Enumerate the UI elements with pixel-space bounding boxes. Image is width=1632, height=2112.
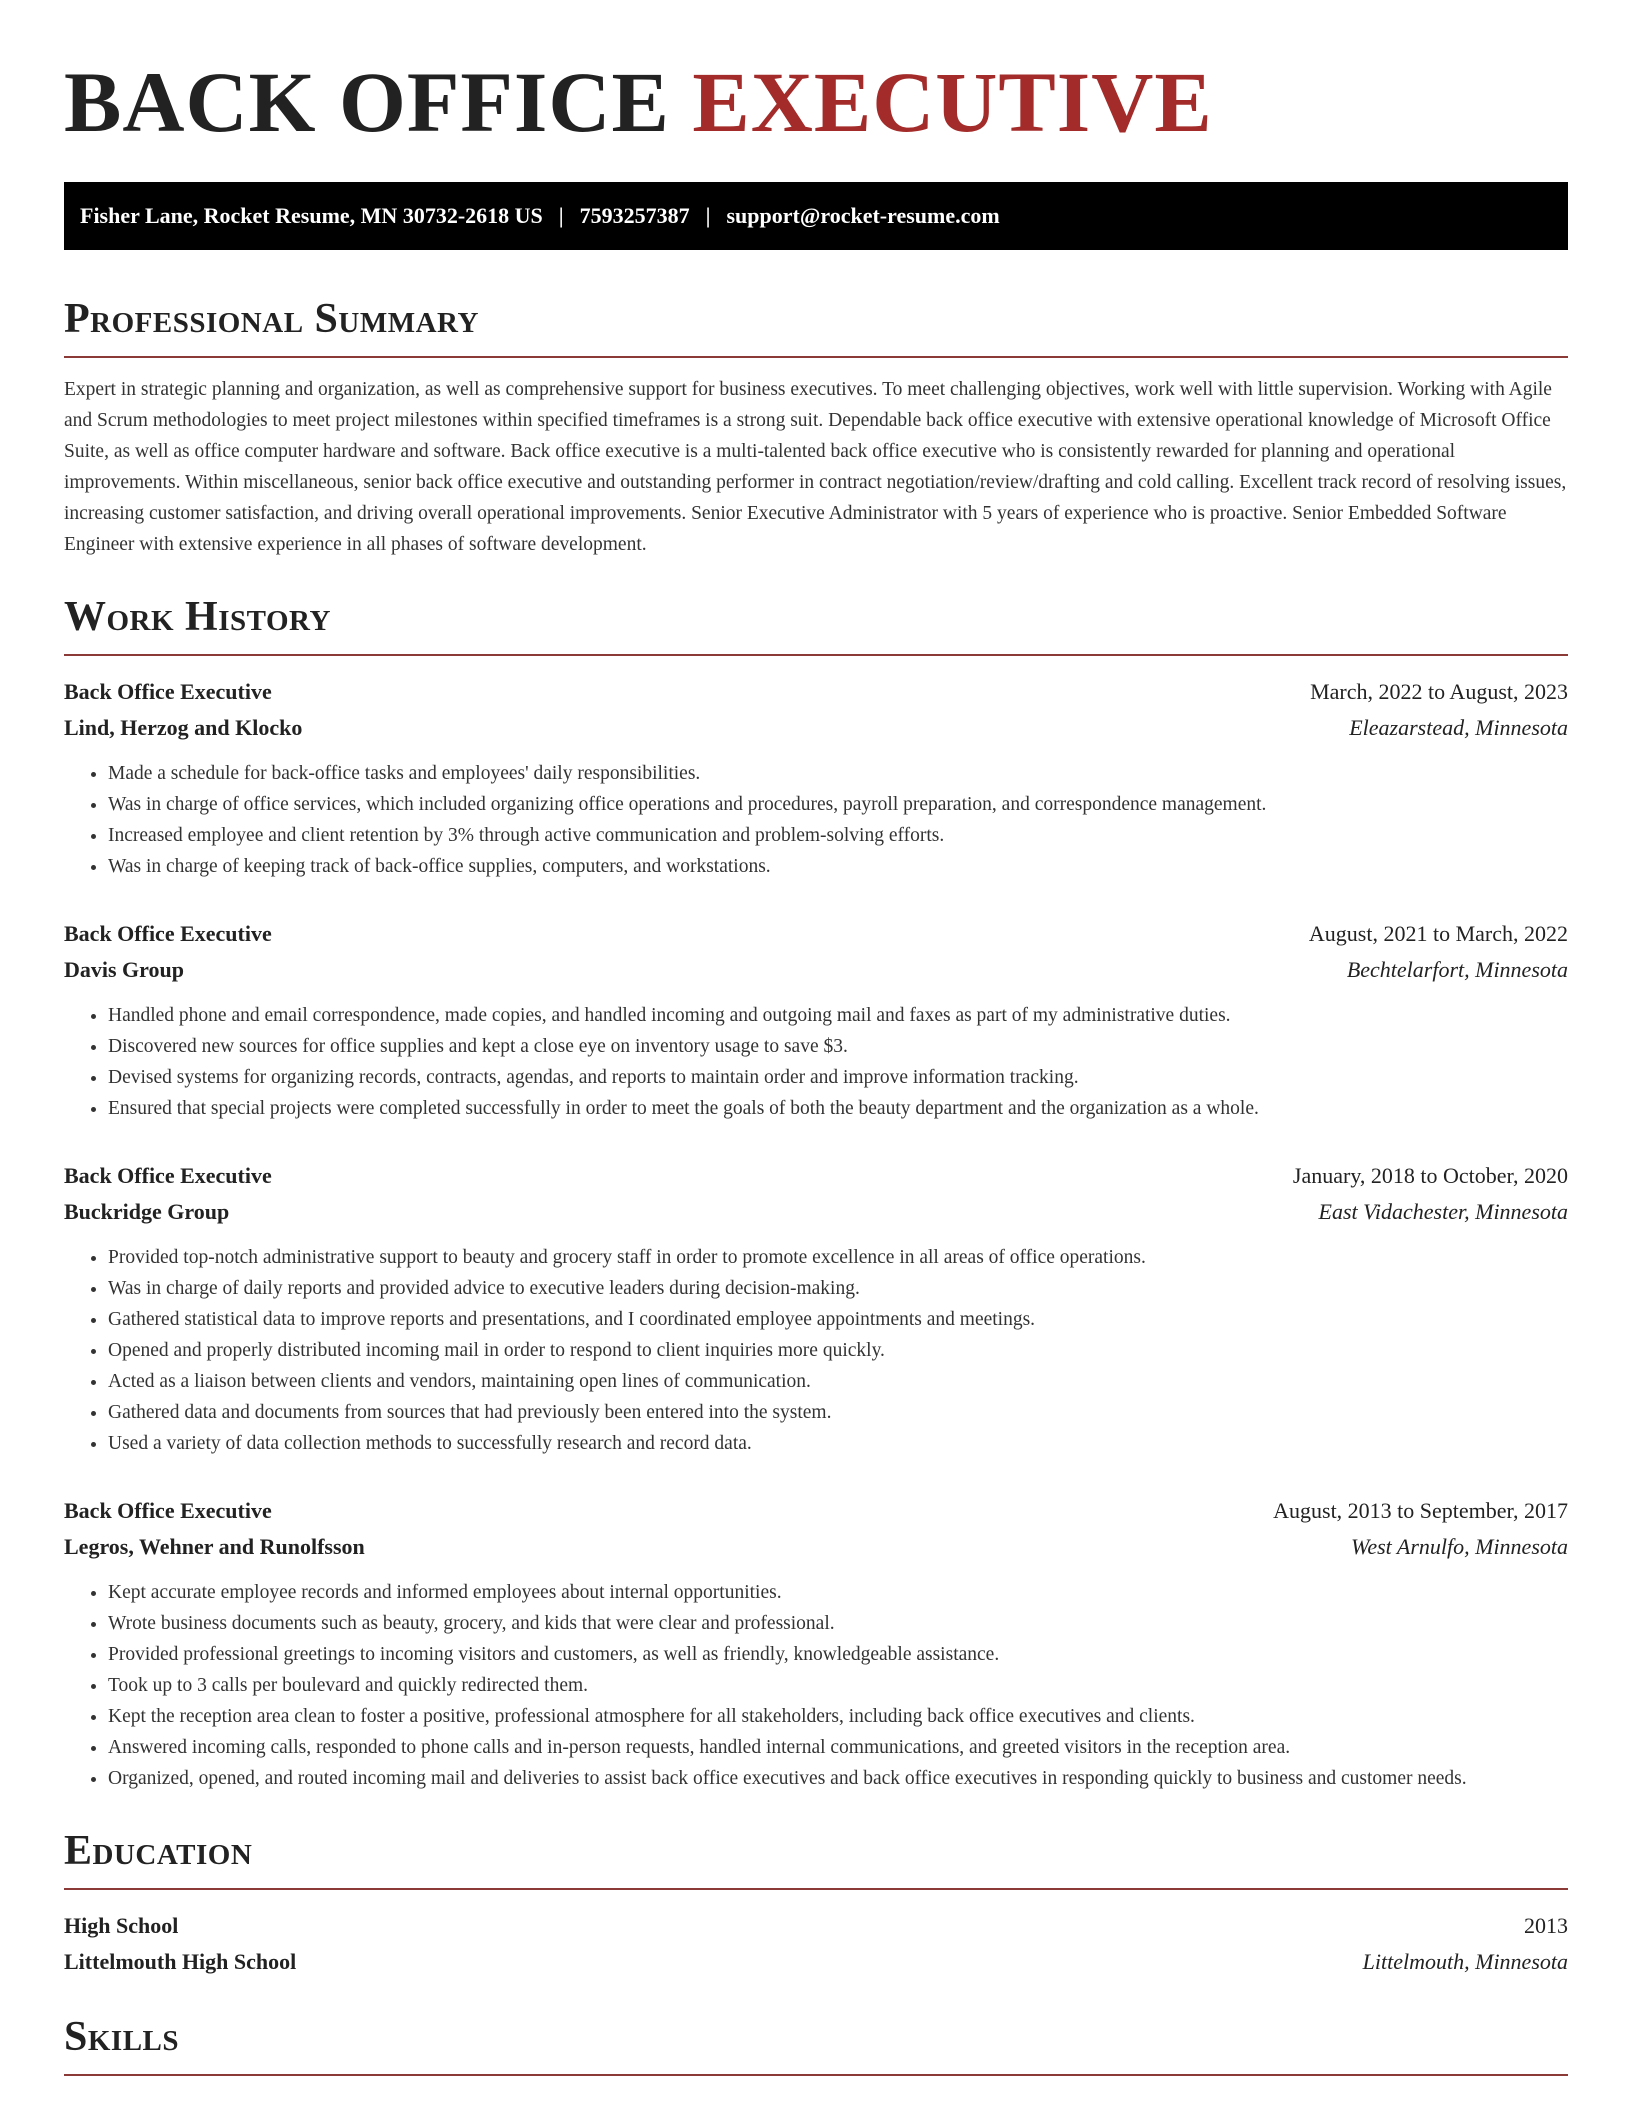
list-item: • Was in charge of office services, which included organizing office operations and procedures, payroll preparation, and correspondence management. bbox=[108, 789, 1568, 820]
job-location: Bechtelarfort, Minnesota bbox=[1346, 957, 1568, 982]
contact-separator: | bbox=[705, 203, 711, 228]
job-company: Davis Group bbox=[64, 957, 185, 982]
list-item: • Used a variety of data collection methods to successfully research and record data. bbox=[108, 1428, 1568, 1459]
list-item: • Acted as a liaison between clients and vendors, maintaining open lines of communication. bbox=[108, 1366, 1568, 1397]
list-item: • Increased employee and client retention by 3% through active communication and problem-solving efforts. bbox=[108, 820, 1568, 851]
contact-phone: 7593257387 bbox=[579, 203, 690, 228]
list-item: • Wrote business documents such as beauty, grocery, and kids that were clear and professional. bbox=[108, 1608, 1568, 1639]
job-company: Legros, Wehner and Runolfsson bbox=[64, 1534, 365, 1559]
list-item: • Gathered data and documents from sources that had previously been entered into the system. bbox=[108, 1397, 1568, 1428]
job-role: Back Office Executive bbox=[64, 679, 272, 704]
list-item: • Answered incoming calls, responded to phone calls and in-person requests, handled internal communications, and greeted visitors in the reception area. bbox=[108, 1732, 1568, 1763]
education-school: Littelmouth High School bbox=[64, 1949, 297, 1974]
job-entry bbox=[64, 1493, 1568, 1794]
list-item: • Took up to 3 calls per boulevard and quickly redirected them. bbox=[108, 1670, 1568, 1701]
job-role: Back Office Executive bbox=[64, 1498, 272, 1523]
job-dates: August, 2013 to September, 2017 bbox=[1273, 1498, 1568, 1523]
education-year: 2013 bbox=[1524, 1913, 1568, 1938]
job-bullets bbox=[64, 758, 1568, 882]
job-role: Back Office Executive bbox=[64, 1163, 272, 1188]
summary-text: Expert in strategic planning and organization, as well as comprehensive support for business executives. To meet challenging objectives, work well with little supervision. Working with Agile and Scrum methodologies to meet project milestones within specified timeframes is a strong suit. Dependable back office executive with extensive operational knowledge of Microsoft Office Suite, as well as office computer hardware and software. Back office executive is a multi-talented back office executive who is consistently rewarded for planning and operational improvements. Within miscellaneous, senior back office executive and outstanding performer in contract negotiation/review/drafting and cold calling. Excellent track record of resolving issues, increasing customer satisfaction, and driving overall operational improvements. Senior Executive Administrator with 5 years of experience who is proactive. Senior Embedded Software Engineer with extensive experience in all phases of software development. bbox=[64, 379, 1567, 555]
work-history-list bbox=[64, 674, 1568, 1794]
job-entry bbox=[64, 1158, 1568, 1459]
job-company: Buckridge Group bbox=[64, 1199, 230, 1224]
list-item: • Devised systems for organizing records, contracts, agendas, and reports to maintain order and improve information tracking. bbox=[108, 1062, 1568, 1093]
summary-heading: Professional Summary bbox=[64, 294, 1568, 358]
list-item: • Gathered statistical data to improve reports and presentations, and I coordinated employee appointments and meetings. bbox=[108, 1304, 1568, 1335]
list-item: • Discovered new sources for office supplies and kept a close eye on inventory usage to save $3. bbox=[108, 1031, 1568, 1062]
skills-heading: Skills bbox=[64, 2012, 1568, 2076]
work-history-heading: Work History bbox=[64, 592, 1568, 656]
contact-separator: | bbox=[558, 203, 564, 228]
job-bullets bbox=[64, 1577, 1568, 1794]
list-item: • Was in charge of daily reports and provided advice to executive leaders during decision-making. bbox=[108, 1273, 1568, 1304]
list-item: • Kept the reception area clean to foster a positive, professional atmosphere for all stakeholders, including back office executives and clients. bbox=[108, 1701, 1568, 1732]
contact-email: support@rocket-resume.com bbox=[726, 203, 1000, 228]
job-dates: January, 2018 to October, 2020 bbox=[1292, 1163, 1568, 1188]
list-item: • Handled phone and email correspondence, made copies, and handled incoming and outgoing mail and faxes as part of my administrative duties. bbox=[108, 1000, 1568, 1031]
title-part-2: EXECUTIVE bbox=[692, 54, 1213, 150]
list-item: • Organized, opened, and routed incoming mail and deliveries to assist back office executives and back office executives in responding quickly to business and customer needs. bbox=[108, 1763, 1568, 1794]
list-item: • Provided top-notch administrative support to beauty and grocery staff in order to promote excellence in all areas of office operations. bbox=[108, 1242, 1568, 1273]
list-item: • Was in charge of keeping track of back-office supplies, computers, and workstations. bbox=[108, 851, 1568, 882]
education-degree: High School bbox=[64, 1913, 179, 1938]
education-entry bbox=[64, 1908, 1568, 1980]
contact-bar bbox=[64, 182, 1568, 250]
job-bullets bbox=[64, 1000, 1568, 1124]
job-dates: March, 2022 to August, 2023 bbox=[1310, 679, 1568, 704]
title-part-1: BACK OFFICE bbox=[64, 54, 670, 150]
education-heading: Education bbox=[64, 1826, 1568, 1890]
list-item: • Kept accurate employee records and informed employees about internal opportunities. bbox=[108, 1577, 1568, 1608]
list-item: • Opened and properly distributed incoming mail in order to respond to client inquiries more quickly. bbox=[108, 1335, 1568, 1366]
job-location: East Vidachester, Minnesota bbox=[1318, 1199, 1568, 1224]
contact-address: Fisher Lane, Rocket Resume, MN 30732-2618 US bbox=[80, 203, 543, 228]
job-location: West Arnulfo, Minnesota bbox=[1351, 1534, 1568, 1559]
resume-title bbox=[64, 52, 1568, 152]
job-entry bbox=[64, 674, 1568, 882]
list-item: • Ensured that special projects were completed successfully in order to meet the goals of both the beauty department and the organization as a whole. bbox=[108, 1093, 1568, 1124]
job-bullets bbox=[64, 1242, 1568, 1459]
job-entry bbox=[64, 916, 1568, 1124]
list-item: • Made a schedule for back-office tasks and employees' daily responsibilities. bbox=[108, 758, 1568, 789]
job-dates: August, 2021 to March, 2022 bbox=[1308, 921, 1568, 946]
list-item: • Provided professional greetings to incoming visitors and customers, as well as friendly, knowledgeable assistance. bbox=[108, 1639, 1568, 1670]
education-location: Littelmouth, Minnesota bbox=[1362, 1949, 1568, 1974]
job-role: Back Office Executive bbox=[64, 921, 272, 946]
job-location: Eleazarstead, Minnesota bbox=[1349, 715, 1568, 740]
job-company: Lind, Herzog and Klocko bbox=[64, 715, 303, 740]
